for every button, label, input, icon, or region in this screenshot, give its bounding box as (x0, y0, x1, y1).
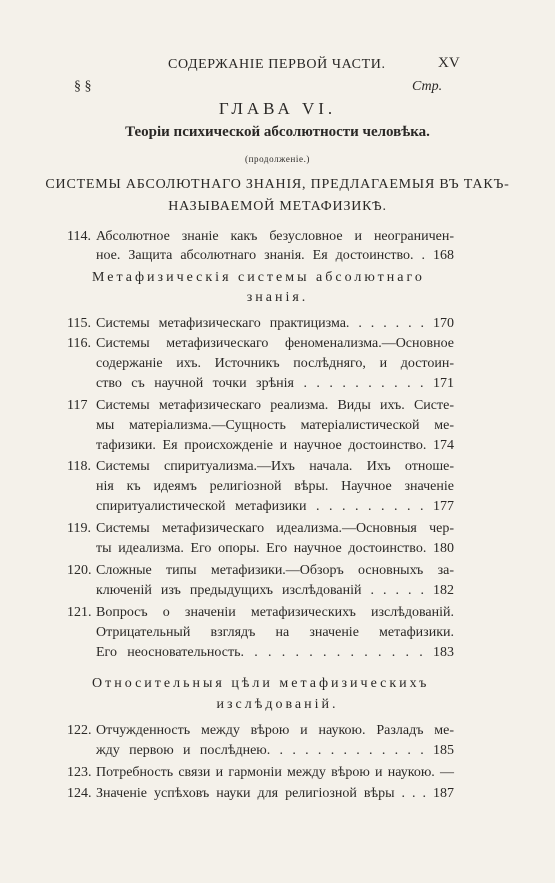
entry-number: 118. (67, 459, 91, 474)
entry-text: Системы метафизическаго практицизма. . . . . . . 170 (96, 316, 454, 331)
entry-text: Его неосновательность. . . . . . . . . . . . . . 183 (96, 645, 454, 660)
system-heading-line1: СИСТЕМЫ АБСОЛЮТНАГО ЗНАНІЯ, ПРЕДЛАГАЕМЫЯ ВЪ ТАКЪ- (45, 177, 510, 192)
entry-number: 123. (67, 765, 92, 780)
entry-number: 122. (67, 723, 92, 738)
entry-number: 117 (67, 398, 88, 413)
page-column-label: Стр. (412, 79, 443, 94)
entry-text: содержаніе ихъ. Источникъ послѣдняго, и достоин- (96, 356, 454, 371)
entry-number: 115. (67, 316, 91, 331)
entry-text: ты идеализма. Его опоры. Его научное достоинство. 180 (96, 541, 454, 556)
entry-text: Сложные типы метафизики.—Обзоръ основныхъ за- (96, 563, 454, 578)
entry-number: 124. (67, 786, 92, 801)
chapter-label: ГЛАВА VI. (218, 99, 337, 118)
entry-number: 119. (67, 521, 91, 536)
entry-text: Значеніе успѣховъ науки для религіозной вѣры . . . 187 (96, 786, 454, 801)
entry-text: Вопросъ о значеніи метафизическихъ изслѣдованій. (96, 605, 454, 620)
running-title: СОДЕРЖАНІЕ ПЕРВОЙ ЧАСТИ. (168, 57, 386, 72)
section-heading-c-line2: изслѣдованій. (216, 697, 339, 712)
entry-number: 116. (67, 336, 91, 351)
system-heading-line2: НАЗЫВАЕМОЙ МЕТАФИЗИКѢ. (168, 199, 387, 214)
entry-text: Отрицательный взглядъ на значеніе метафизики. (96, 625, 454, 640)
entry-text: Системы метафизическаго идеализма.—Основныя чер- (96, 521, 454, 536)
entry-text: Системы спиритуализма.—Ихъ начала. Ихъ отноше- (96, 459, 454, 474)
entry-text: ство съ научной точки зрѣнія . . . . . . . . . . 171 (96, 376, 454, 391)
section-mark: § § (74, 79, 92, 94)
entry-number: 121. (67, 605, 92, 620)
entry-text: Системы метафизическаго реализма. Виды ихъ. Систе- (96, 398, 454, 413)
entry-text: Отчужденность между вѣрою и наукою. Разладъ ме- (96, 723, 454, 738)
entry-text: Потребность связи и гармоніи между вѣрою и наукою. — (96, 765, 454, 780)
entry-text: жду первою и послѣднею. . . . . . . . . . . . . 185 (96, 743, 454, 758)
entry-text: ключеній изъ предыдущихъ изслѣдованій . . . . . 182 (96, 583, 454, 598)
entry-text: спиритуалистической метафизики . . . . . . . . . 177 (96, 499, 454, 514)
page-number: XV (438, 55, 460, 71)
chapter-title: Теоріи психической абсолютности человѣка. (125, 124, 430, 140)
entry-number: 120. (67, 563, 92, 578)
entry-text: Системы метафизическаго феноменализма.—Основное (96, 336, 454, 351)
continuation-note: (продолженіе.) (244, 154, 311, 164)
entry-text: нія къ идеямъ религіозной вѣры. Научное значеніе (96, 479, 454, 494)
entry-text: Абсолютное знаніе какъ безусловное и неограничен- (96, 229, 454, 244)
section-heading-c-line1: Относительныя цѣли метафизическихъ (92, 676, 430, 691)
section-heading-b-line1: Метафизическія системы абсолютнаго (92, 270, 425, 285)
entry-text: тафизики. Ея происхожденіе и научное достоинство. 174 (96, 438, 454, 453)
entry-number: 114. (67, 229, 91, 244)
entry-text: мы матеріализма.—Сущность матеріалистической ме- (96, 418, 454, 433)
entry-text: ное. Защита абсолютнаго знанія. Ея достоинство. . 168 (96, 248, 454, 263)
section-heading-b-line2: знанія. (246, 290, 309, 305)
